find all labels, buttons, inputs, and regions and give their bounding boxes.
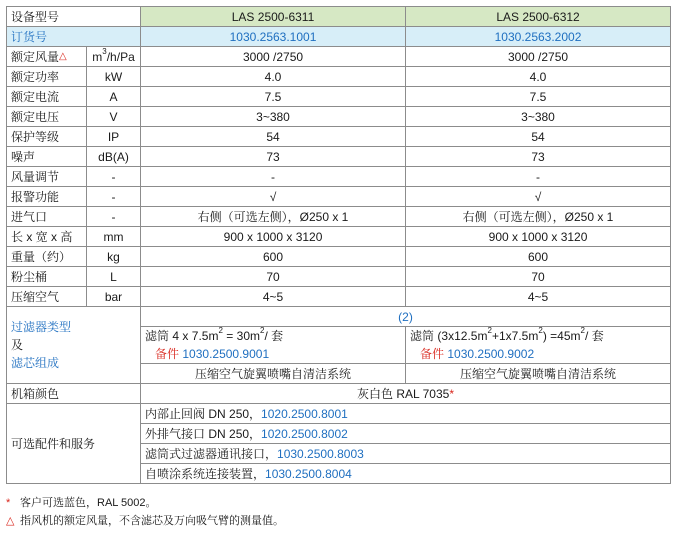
spec-row (7, 147, 671, 167)
spec-label: 压缩空气 (7, 287, 87, 307)
spec-row (7, 267, 671, 287)
filter-label-line3: 滤芯组成 (11, 356, 60, 370)
order-row (7, 27, 671, 47)
spec-value-2: 600 (406, 247, 671, 267)
airflow-label: 额定风量 (11, 49, 60, 64)
spec-value-1: 900 x 1000 x 3120 (141, 227, 406, 247)
model-2: LAS 2500-6312 (406, 7, 671, 27)
cleaning-2: 压缩空气旋翼喷嘴自清洁系统 (406, 364, 671, 384)
spec-label: 粉尘桶 (7, 267, 87, 287)
spec-unit: - (87, 167, 141, 187)
spec-label: 噪声 (7, 147, 87, 167)
spec-value-1: 3~380 (141, 107, 406, 127)
cabinet-value-cell (141, 384, 671, 404)
spec-label: 额定电压 (7, 107, 87, 127)
spec-value-2: √ (406, 187, 671, 207)
cleaning-1: 压缩空气旋翼喷嘴自清洁系统 (141, 364, 406, 384)
option-item (141, 464, 671, 484)
footnote-1 (6, 494, 284, 512)
spec-unit: - (87, 207, 141, 227)
option-code: 1020.2500.8002 (261, 426, 348, 441)
footnotes (6, 494, 284, 530)
spec-unit: dB(A) (87, 147, 141, 167)
filter-label-line1: 过滤器类型 (11, 320, 72, 334)
spec-row (7, 247, 671, 267)
spec-value-1: 4~5 (141, 287, 406, 307)
footnote-1-mark: * (6, 497, 11, 509)
option-text: 自喷涂系统连接装置， (145, 466, 266, 481)
option-text: 内部止回阀 DN 250， (145, 406, 262, 421)
cabinet-mark: * (449, 386, 454, 401)
spec-value-1: 600 (141, 247, 406, 267)
spare-label-2: 备件 (420, 347, 445, 361)
spec-value-1: 73 (141, 147, 406, 167)
spec-label: 长 x 宽 x 高 (7, 227, 87, 247)
spec-label: 进气口 (7, 207, 87, 227)
spec-value-2: 900 x 1000 x 3120 (406, 227, 671, 247)
spec-value-1: 右侧（可选左侧），Ø250 x 1 (141, 207, 406, 227)
spare-number-2: 1030.2500.9002 (447, 347, 535, 361)
option-code: 1030.2500.8003 (277, 446, 364, 461)
footnote-1-text: 客户可选蓝色，RAL 5002。 (20, 497, 157, 509)
filter-count: (2) (141, 307, 671, 327)
spec-label: 风量调节 (7, 167, 87, 187)
option-row (7, 404, 671, 424)
spec-label: 额定功率 (7, 67, 87, 87)
footnote-2 (6, 512, 284, 530)
spec-label: 保护等级 (7, 127, 87, 147)
order-number-1: 1030.2563.1001 (141, 27, 406, 47)
spec-unit: - (87, 187, 141, 207)
spec-value-1: 7.5 (141, 87, 406, 107)
spec-unit: A (87, 87, 141, 107)
option-code: 1020.2500.8001 (261, 406, 348, 421)
spec-unit: kg (87, 247, 141, 267)
spec-unit: mm (87, 227, 141, 247)
spec-row (7, 167, 671, 187)
filter-count-row (7, 307, 671, 327)
spec-value-1: 54 (141, 127, 406, 147)
airflow-unit: $m^3/h/Pa$ (87, 47, 141, 67)
spec-row (7, 107, 671, 127)
spec-unit: IP (87, 127, 141, 147)
spec-row (7, 287, 671, 307)
spec-value-1: 70 (141, 267, 406, 287)
spec-row (7, 187, 671, 207)
filter-desc-1 (141, 327, 406, 364)
spec-row (7, 67, 671, 87)
spec-value-1: - (141, 167, 406, 187)
spec-value-1: √ (141, 187, 406, 207)
cabinet-label: 机箱颜色 (7, 384, 141, 404)
spec-value-2: 70 (406, 267, 671, 287)
footnote-2-mark: △ (6, 515, 15, 527)
spec-sheet (6, 6, 670, 484)
spec-value-2: 右侧（可选左侧），Ø250 x 1 (406, 207, 671, 227)
filter-desc-text-1: 滤筒 4 x $7.5m^2 = 30m^2/$ 套 (145, 326, 284, 343)
spec-value-2: 73 (406, 147, 671, 167)
order-number-2: 1030.2563.2002 (406, 27, 671, 47)
spec-table (6, 6, 671, 484)
spec-unit: L (87, 267, 141, 287)
filter-desc-2 (406, 327, 671, 364)
spec-value-2: 3~380 (406, 107, 671, 127)
spec-value-2: - (406, 167, 671, 187)
airflow-value-1: 3000 /2750 (141, 47, 406, 67)
model-label: 设备型号 (7, 7, 141, 27)
footnote-2-text: 指风机的额定风量，不含滤芯及万向吸气臂的测量值。 (20, 515, 284, 527)
option-item (141, 444, 671, 464)
airflow-label-cell (7, 47, 87, 67)
order-label: 订货号 (7, 27, 141, 47)
option-item (141, 424, 671, 444)
airflow-row (7, 47, 671, 67)
option-code: 1030.2500.8004 (265, 466, 352, 481)
options-label: 可选配件和服务 (7, 404, 141, 484)
option-text: 滤筒式过滤器通讯接口， (145, 446, 278, 461)
spec-row (7, 127, 671, 147)
model-row (7, 7, 671, 27)
spec-label: 报警功能 (7, 187, 87, 207)
option-text: 外排气接口 DN 250， (145, 426, 262, 441)
spec-unit: kW (87, 67, 141, 87)
spec-row (7, 87, 671, 107)
spec-value-2: 54 (406, 127, 671, 147)
spec-value-1: 4.0 (141, 67, 406, 87)
delta-mark: △ (59, 50, 67, 62)
spec-row (7, 207, 671, 227)
cabinet-value: 灰白色 RAL 7035 (357, 386, 450, 401)
spec-value-2: 4.0 (406, 67, 671, 87)
filter-desc-text-2: 滤筒 $(3x12.5m^2+1x7.5m^2) =45m^2/$ 套 (410, 326, 604, 343)
spec-value-2: 7.5 (406, 87, 671, 107)
model-1: LAS 2500-6311 (141, 7, 406, 27)
spec-row (7, 227, 671, 247)
spare-label-1: 备件 (155, 347, 180, 361)
cabinet-row (7, 384, 671, 404)
option-item (141, 404, 671, 424)
filter-label (7, 307, 141, 384)
spec-value-2: 4~5 (406, 287, 671, 307)
spec-unit: bar (87, 287, 141, 307)
spec-label: 重量（约） (7, 247, 87, 267)
spec-rows (7, 67, 671, 307)
spare-number-1: 1030.2500.9001 (182, 347, 270, 361)
airflow-value-2: 3000 /2750 (406, 47, 671, 67)
spec-unit: V (87, 107, 141, 127)
spec-label: 额定电流 (7, 87, 87, 107)
options-rows (7, 404, 671, 484)
filter-label-line2: 及 (11, 338, 24, 352)
